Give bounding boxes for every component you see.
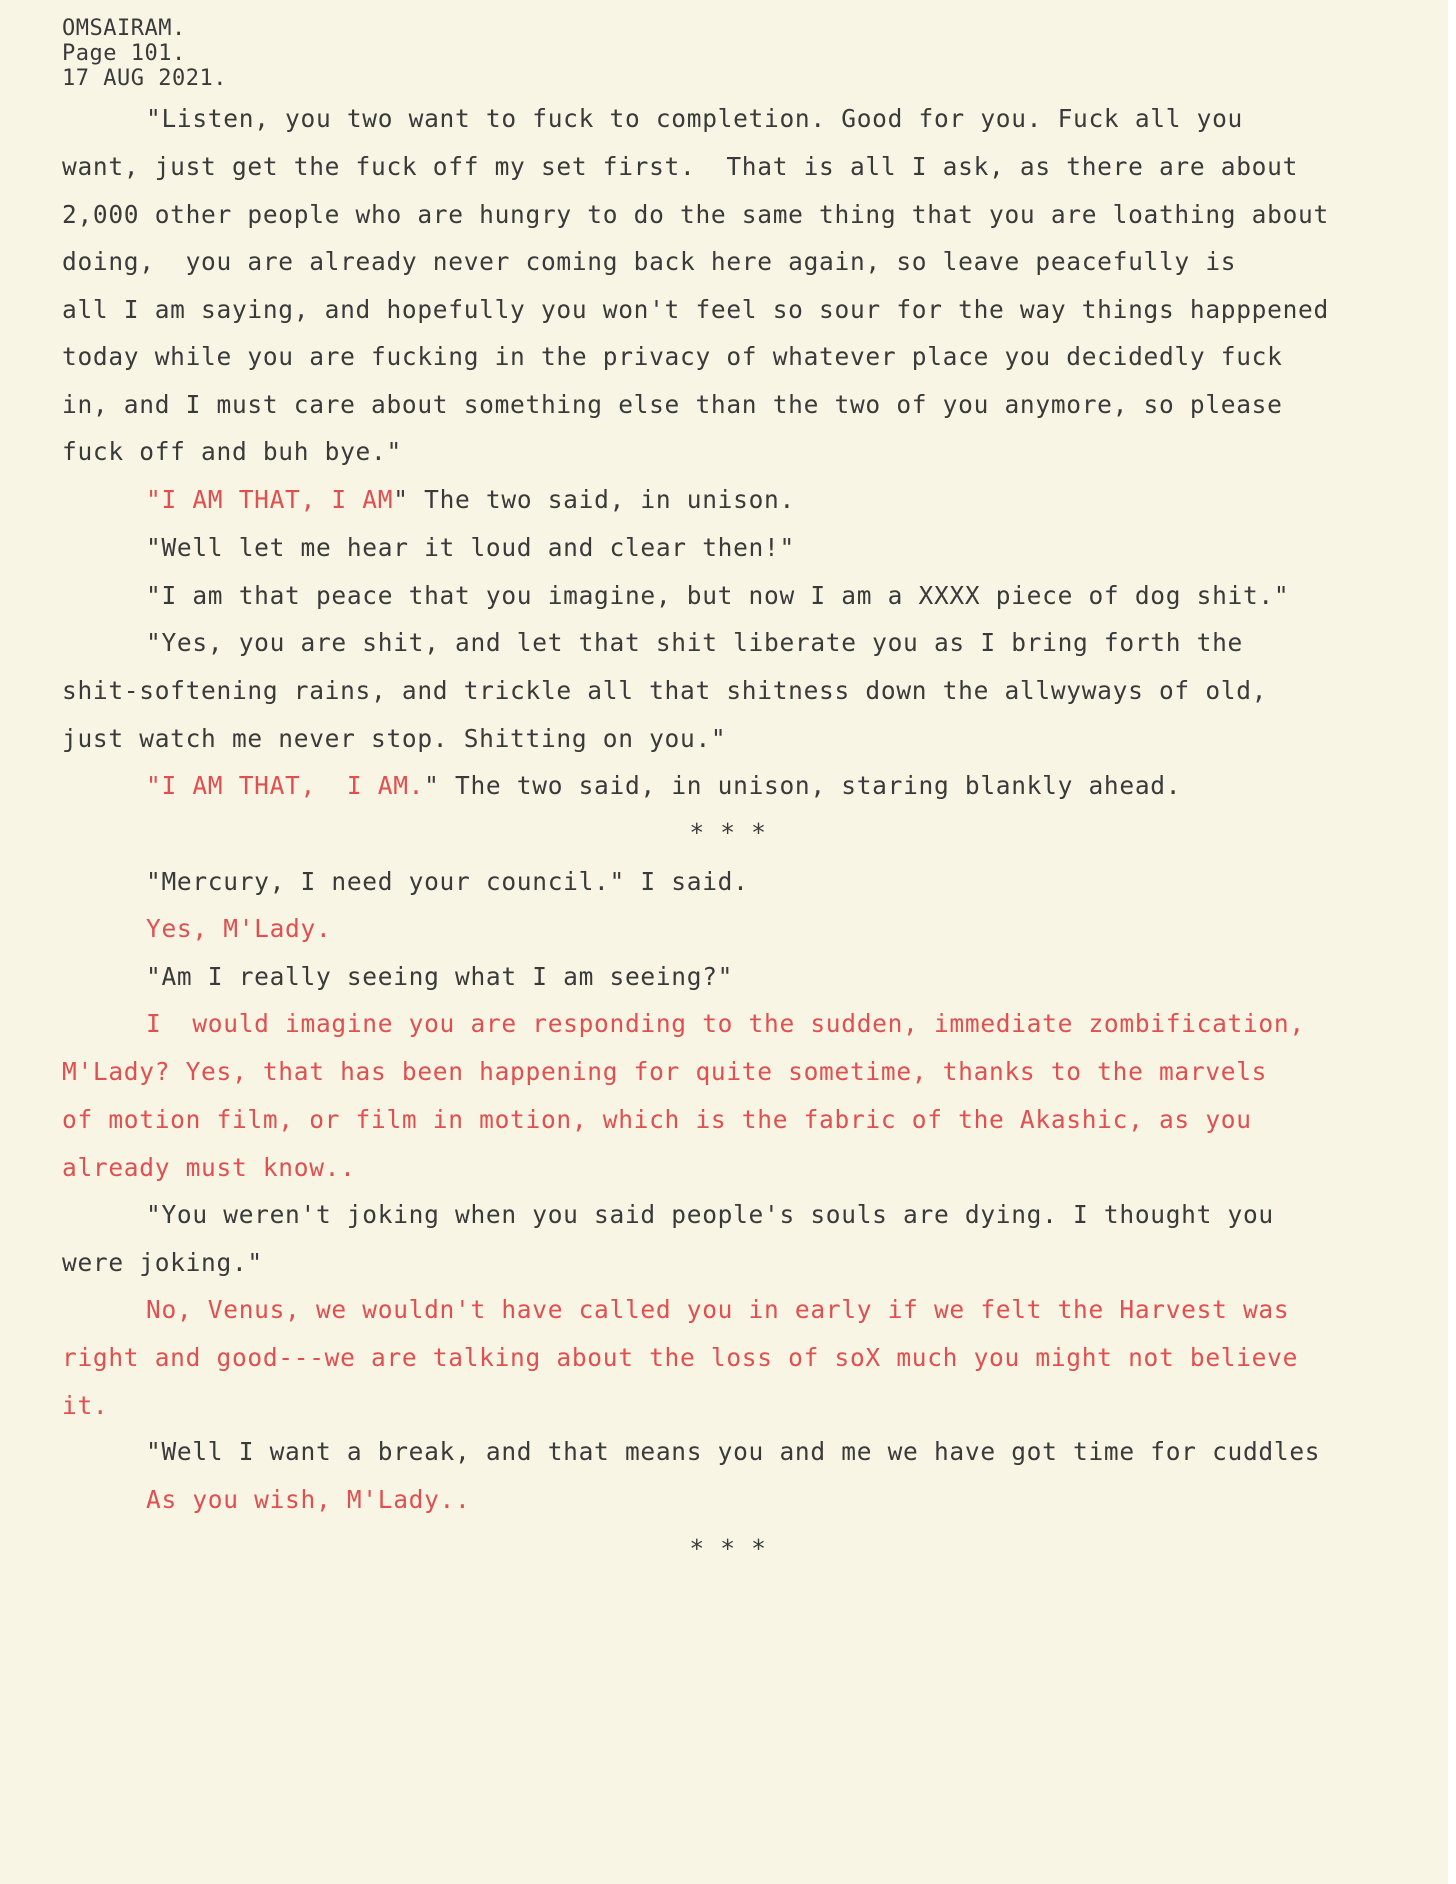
red-ink-line: Yes, M'Lady. <box>146 914 332 943</box>
red-ink-line: right and good---we are talking about the loss of soX much you might not believe <box>62 1343 1299 1372</box>
red-ink-text: "I AM THAT, I AM <box>146 485 394 514</box>
red-ink-line: M'Lady? Yes, that has been happening for quite sometime, thanks to the marvels <box>62 1057 1268 1086</box>
red-ink-line: it. <box>62 1391 109 1420</box>
text-line: just watch me never stop. Shitting on you." <box>62 724 727 753</box>
text-line: "Well let me hear it loud and clear then!" <box>146 533 795 562</box>
text-line: "Am I really seeing what I am seeing?" <box>146 962 734 991</box>
text-line: doing, you are already never coming back here again, so leave peacefully is <box>62 247 1237 276</box>
red-ink-line: of motion film, or film in motion, which is the fabric of the Akashic, as you <box>62 1105 1252 1134</box>
red-ink-line: already must know.. <box>62 1153 356 1182</box>
text-line: in, and I must care about something else than the two of you anymore, so please <box>62 390 1283 419</box>
text-line: "Mercury, I need your council." I said. <box>146 867 749 896</box>
text-line: "Well I want a break, and that means you and me we have got time for cuddles <box>146 1437 1321 1466</box>
header-title: OMSAIRAM. <box>62 16 186 41</box>
black-ink-text: " The two said, in unison. <box>393 485 795 514</box>
red-ink-text: "I AM THAT, I AM. <box>146 771 425 800</box>
text-line: "Yes, you are shit, and let that shit liberate you as I bring forth the <box>146 628 1243 657</box>
header-page-number: Page 101. <box>62 41 186 66</box>
text-line: "You weren't joking when you said people's souls are dying. I thought you <box>146 1200 1274 1229</box>
page-header <box>62 16 227 91</box>
text-line: were joking." <box>62 1248 263 1277</box>
text-line: today while you are fucking in the privacy of whatever place you decidedly fuck <box>62 342 1283 371</box>
section-separator: * * * <box>689 818 767 847</box>
text-line: shit-softening rains, and trickle all that shitness down the allwyways of old, <box>62 676 1268 705</box>
red-ink-line: No, Venus, we wouldn't have called you in early if we felt the Harvest was <box>146 1295 1290 1324</box>
text-line: "Listen, you two want to fuck to completion. Good for you. Fuck all you <box>146 104 1243 133</box>
black-ink-text: " The two said, in unison, staring blankly ahead. <box>424 771 1182 800</box>
dialogue-line <box>146 771 1181 801</box>
section-separator: * * * <box>689 1534 767 1563</box>
text-line: all I am saying, and hopefully you won't feel so sour for the way things happpened <box>62 295 1329 324</box>
text-line: "I am that peace that you imagine, but now I am a XXXX piece of dog shit." <box>146 581 1290 610</box>
text-line: 2,000 other people who are hungry to do the same thing that you are loathing about <box>62 200 1329 229</box>
header-date: 17 AUG 2021. <box>62 66 227 91</box>
text-line: fuck off and buh bye." <box>62 437 402 466</box>
dialogue-line <box>146 485 795 515</box>
text-line: want, just get the fuck off my set first. That is all I ask, as there are about <box>62 152 1299 181</box>
red-ink-line: As you wish, M'Lady.. <box>146 1485 471 1514</box>
red-ink-line: I would imagine you are responding to the sudden, immediate zombification, <box>146 1009 1305 1038</box>
